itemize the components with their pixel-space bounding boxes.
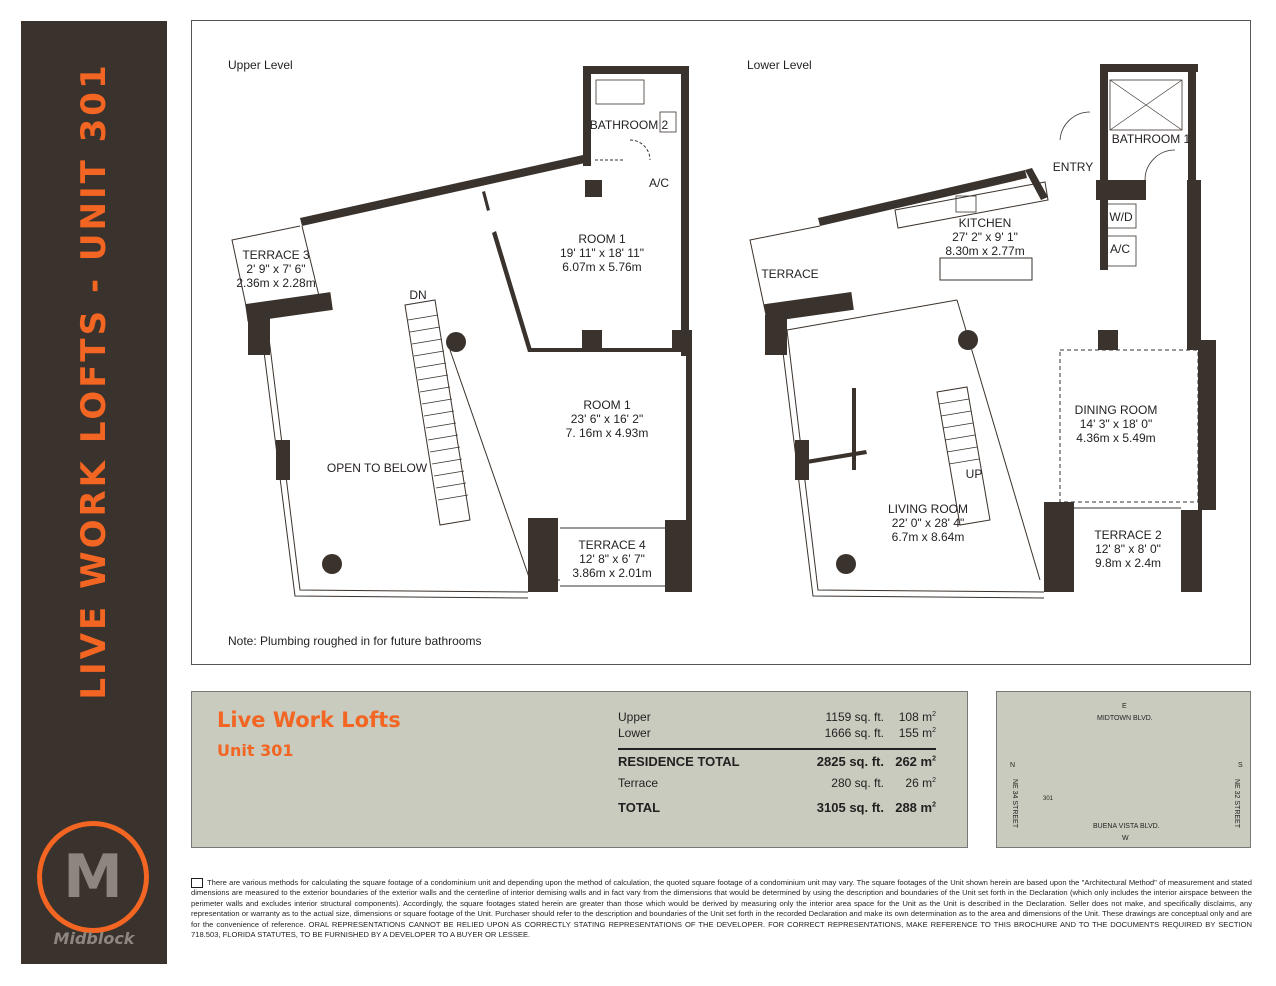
keymap-left-street: NE 34 STREET <box>1011 778 1019 829</box>
keymap-bottom-letter: W <box>1122 835 1129 842</box>
keymap-north-letter: E <box>1122 703 1127 710</box>
upper-north-wall <box>300 155 585 226</box>
upper-room-bathroom-2: BATHROOM 2 <box>589 118 669 132</box>
upper-stair-dn: DN <box>409 288 427 302</box>
upper-level-label: Upper Level <box>228 58 293 72</box>
disclaimer-text: There are various methods for calculating the square footage of a condominium unit and depending upon the method of calculation, the quoted square footage of a condominium unit may vary. The square footages of the Unit shown herein are based upon the "Architectural Method" of measurement and stated dimensions are measured to the exterior boundaries of the exterior walls and the centerline of interior demising walls and in fact vary from the dimensions that would be determined by using the description and boundaries of the Unit set forth in the Declaration (which only includes the interior airspace between the perimeter walls and excludes interior structural components). Accordingly, the square footages stated herein are greater than those which would be derived by measuring only the interior area space for the Unit as the Unit is described in the Declaration. Seller does not make, and specifically disclaims, any representation or warranty as to the actual size, dimensions or square footage of the Unit. Purchaser should refer to the description and boundaries of the Unit set forth in the recorded Declaration and make its own determination as to the area and dimensions of the Unit. These drawings are conceptual only and are for the convenience of reference. ORAL REPRESENTATIONS CANNOT BE RELIED UPON AS CORRECTLY STATING REPRESENTATIONS OF THE DEVELOPER. FOR CORRECT REPRESENTATIONS, MAKE REFERENCE TO THIS BROCHURE AND TO THE DOCUMENTS REQUIRED BY SECTION 718.503, FLORIDA STATUTES, TO BE FURNISHED BY A DEVELOPER TO A BUYER OR LESSEE. <box>191 878 1252 940</box>
lower-room-terrace: TERRACE <box>761 267 819 281</box>
area-row-terrace: Terrace 280 sq. ft. 26 $m^2$ <box>618 775 936 790</box>
summary-divider <box>618 748 936 750</box>
lower-east-wall-top <box>1100 64 1108 180</box>
upper-room-1-b: ROOM 1 23' 6" x 16' 2" 7. 16m x 4.93m <box>565 398 649 440</box>
logo-text: Midblock <box>53 929 135 948</box>
area-row-total: TOTAL 3105 sq. ft. 288 $m^2$ <box>618 799 936 815</box>
keymap-unit-marker: 301 <box>1043 796 1054 802</box>
lower-room-kitchen: KITCHEN 27' 2" x 9' 1" 8.30m x 2.77m <box>945 216 1025 258</box>
area-table <box>618 710 936 822</box>
upper-room-terrace-3: TERRACE 3 2' 9" x 7' 6" 2.36m x 2.28m <box>236 248 316 290</box>
keymap-top-street: MIDTOWN BLVD. <box>1097 715 1153 722</box>
summary-title: Live Work Lofts <box>217 708 401 732</box>
keymap-bottom-street: BUENA VISTA BLVD. <box>1093 823 1160 830</box>
area-row-residence-total: RESIDENCE TOTAL 2825 sq. ft. 262 $m^2$ <box>618 753 936 769</box>
equal-housing-icon <box>191 878 203 888</box>
upper-room-terrace-4: TERRACE 4 12' 8" x 6' 7" 3.86m x 2.01m <box>572 538 652 580</box>
lower-east-wall <box>1187 180 1201 350</box>
lower-stair-up: UP <box>965 467 983 481</box>
lower-room-dining: DINING ROOM 14' 3" x 18' 0" 4.36m x 5.49m <box>1074 403 1158 445</box>
lower-room-wd: W/D <box>1109 210 1133 224</box>
lower-room-terrace-2: TERRACE 2 12' 8" x 8' 0" 9.8m x 2.4m <box>1094 528 1162 570</box>
plumbing-note: Note: Plumbing roughed in for future bathrooms <box>228 634 482 648</box>
area-row-lower: Lower 1666 sq. ft. 155 $m^2$ <box>618 726 936 740</box>
keymap-right-letter: S <box>1238 762 1243 769</box>
upper-east-wall-top <box>583 66 591 166</box>
lower-room-bathroom-1: BATHROOM 1 <box>1111 132 1191 146</box>
legal-disclaimer <box>191 878 1252 940</box>
logo-letter: M <box>63 842 123 912</box>
keymap-right-street: NE 32 STREET <box>1233 778 1241 829</box>
upper-open-to-below: OPEN TO BELOW <box>326 461 428 475</box>
upper-room-ac: A/C <box>648 176 670 190</box>
area-row-upper: Upper 1159 sq. ft. 108 $m^2$ <box>618 710 936 724</box>
lower-room-entry: ENTRY <box>1052 160 1094 174</box>
keymap-left-letter: N <box>1010 762 1016 769</box>
lower-room-ac: A/C <box>1109 242 1131 256</box>
summary-subtitle: Unit 301 <box>217 741 294 760</box>
sidebar-title: LIVE WORK LOFTS - UNIT 301 <box>74 62 114 700</box>
upper-room-1-a: ROOM 1 19' 11" x 18' 11" 6.07m x 5.76m <box>559 232 645 274</box>
lower-level-label: Lower Level <box>747 58 812 72</box>
upper-east-wall <box>681 66 689 356</box>
lower-room-living: LIVING ROOM 22' 0" x 28' 4" 6.7m x 8.64m <box>887 502 969 544</box>
